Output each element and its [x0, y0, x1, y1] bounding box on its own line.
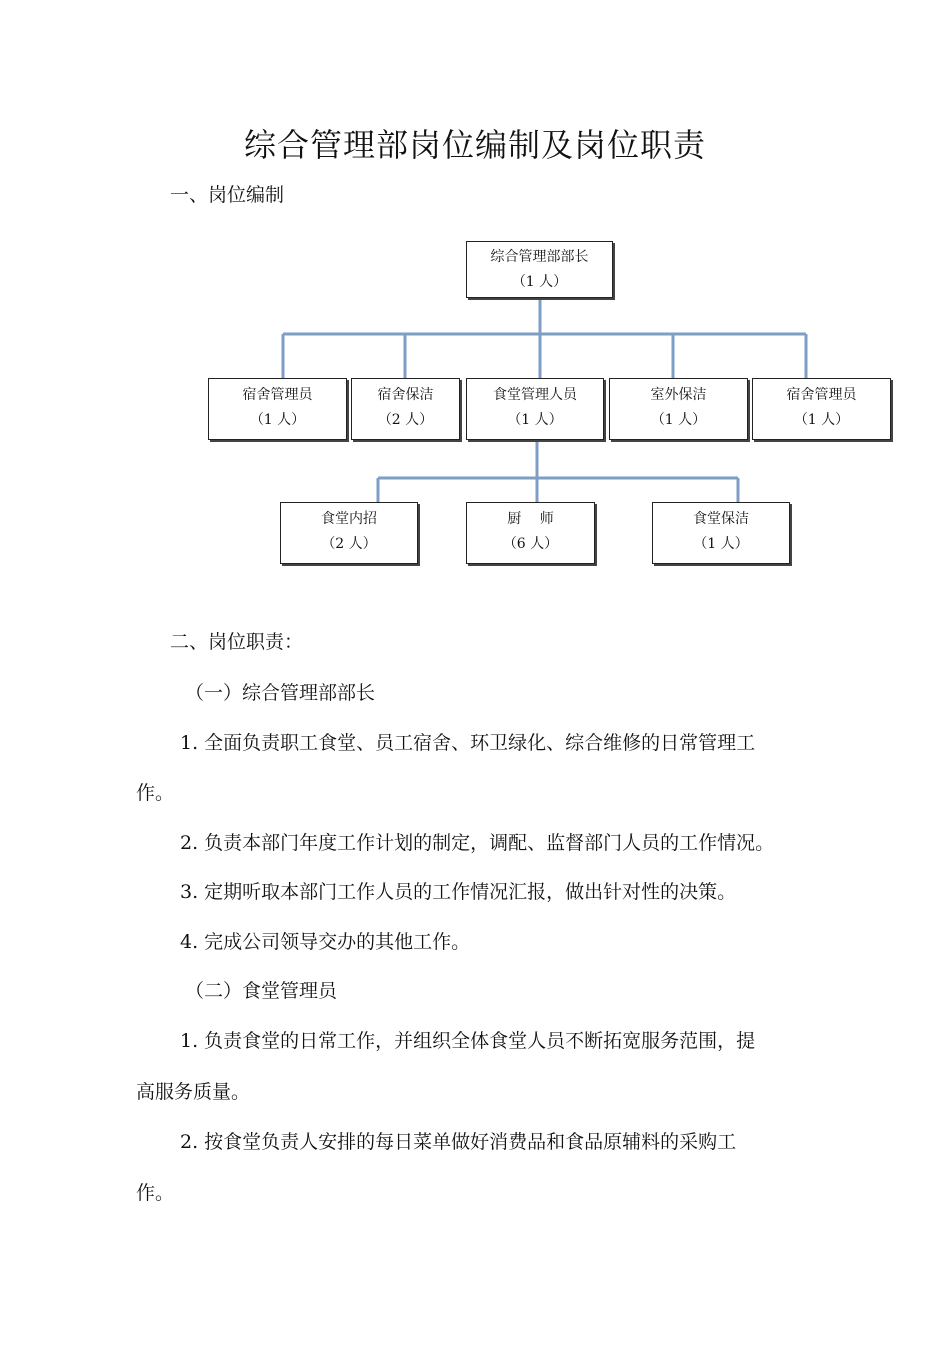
org-box-dorm-cleaner [351, 378, 460, 440]
org-box-count: （1 人） [693, 536, 749, 552]
org-box-name: 食堂保洁 [693, 511, 749, 527]
org-box-count: （2 人） [321, 536, 377, 552]
org-box-dorm-manager-2 [752, 378, 891, 440]
org-box-head-name: 综合管理部部长 [490, 249, 589, 265]
duty-item: 4. 完成公司领导交办的其他工作。 [180, 931, 471, 953]
section-heading-duties: 二、岗位职责： [170, 631, 304, 653]
subheading-department-head: （一）综合管理部部长 [185, 682, 376, 704]
org-box-name: 室外保洁 [650, 387, 707, 403]
org-box-count: （1 人） [793, 412, 850, 428]
org-box-count: （6 人） [502, 536, 559, 552]
duty-item: 1. 负责食堂的日常工作，并组织全体食堂人员不断拓宽服务范围，提 [180, 1030, 756, 1052]
org-box-name: 宿舍管理员 [242, 387, 313, 403]
org-box-count: （1 人） [650, 412, 707, 428]
org-box-count: （1 人） [249, 412, 306, 428]
org-box-name: 宿舍保洁 [377, 387, 434, 403]
duty-item-continuation: 作。 [136, 1182, 175, 1204]
org-box-head [466, 241, 613, 298]
duty-item-continuation: 作。 [136, 782, 175, 804]
org-box-canteen-staff [280, 502, 418, 564]
org-box-name: 食堂内招 [321, 511, 377, 527]
subheading-canteen-manager: （二）食堂管理员 [185, 980, 338, 1002]
duty-item: 1. 全面负责职工食堂、员工宿舍、环卫绿化、综合维修的日常管理工 [180, 732, 756, 754]
org-box-count: （1 人） [507, 412, 563, 428]
org-box-name: 食堂管理人员 [493, 387, 577, 403]
duty-item: 2. 按食堂负责人安排的每日菜单做好消费品和食品原辅料的采购工 [180, 1131, 737, 1153]
org-box-chef [466, 502, 595, 564]
document-title: 综合管理部岗位编制及岗位职责 [243, 126, 706, 164]
duty-item-continuation: 高服务质量。 [136, 1081, 251, 1103]
section-heading-staffing: 一、岗位编制 [170, 184, 285, 206]
org-box-count: （2 人） [377, 412, 434, 428]
org-box-canteen-manager [466, 378, 604, 440]
duty-item: 3. 定期听取本部门工作人员的工作情况汇报，做出针对性的决策。 [180, 881, 737, 903]
org-box-dorm-manager-1 [208, 378, 347, 440]
duty-item: 2. 负责本部门年度工作计划的制定，调配、监督部门人员的工作情况。 [180, 832, 775, 854]
org-box-outdoor-cleaner [609, 378, 748, 440]
org-box-name: 宿舍管理员 [786, 387, 857, 403]
org-box-head-count: （1 人） [511, 274, 568, 290]
org-box-name: 厨 师 [507, 511, 554, 527]
org-box-canteen-cleaner [652, 502, 790, 564]
